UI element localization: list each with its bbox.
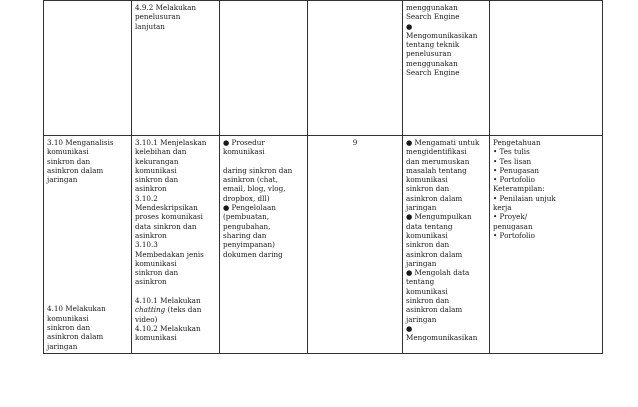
- activity-line: Search Engine: [406, 68, 460, 78]
- kd-line: jaringan: [47, 175, 78, 185]
- material-line: dokumen daring: [223, 249, 283, 259]
- activity-line: ●: [406, 323, 413, 333]
- assessment-line: • Portofolio: [493, 175, 535, 185]
- assessment-line: penugasan: [493, 221, 533, 231]
- material-line: komunikasi: [223, 147, 265, 157]
- indicator-line: komunikasi: [135, 333, 177, 343]
- activity-line: ● Mengolah data: [406, 268, 470, 278]
- activity-line: data tentang: [406, 221, 453, 231]
- indicator-line: lanjutan: [135, 21, 165, 31]
- indicator-line: kekurangan: [135, 156, 179, 166]
- kd-line: jaringan: [47, 341, 78, 351]
- indicator-line: video): [135, 314, 158, 324]
- indicator-line: sinkron dan: [135, 268, 179, 278]
- material-line: daring sinkron dan: [223, 165, 293, 175]
- indicator-text: (teks dan: [165, 305, 202, 315]
- kd-line: sinkron dan: [47, 323, 91, 333]
- material-line: ● Prosedur: [223, 138, 265, 147]
- activity-cell: [403, 1, 490, 136]
- activity-line: asinkron dalam: [406, 249, 463, 259]
- assessment-line: • Penilaian unjuk: [493, 193, 556, 203]
- time-cell: [308, 136, 403, 354]
- assessment-cell: [490, 1, 603, 136]
- material-line: dropbox, dll): [223, 193, 270, 203]
- activity-line: ●: [406, 21, 413, 31]
- activity-line: jaringan: [406, 203, 437, 213]
- indicator-line: komunikasi: [135, 258, 177, 268]
- indicator-line: asinkron: [135, 277, 167, 287]
- indicator-line: asinkron: [135, 230, 167, 240]
- material-line: email, blog, vlog,: [223, 184, 286, 194]
- activity-line: dan merumuskan: [406, 156, 470, 166]
- assessment-line: • Proyek/: [493, 212, 528, 222]
- assessment-line: • Tes lisan: [493, 156, 532, 166]
- kd-line: komunikasi: [47, 147, 89, 157]
- material-line: (pembuatan,: [223, 212, 270, 222]
- activity-line: komunikasi: [406, 175, 448, 185]
- indicator-line: kelebihan dan: [135, 147, 187, 157]
- activity-line: Mengomunikasikan: [406, 30, 478, 40]
- syllabus-table: [43, 0, 603, 354]
- kd-cell: [44, 136, 132, 354]
- chatting-italic: chatting: [135, 305, 166, 315]
- activity-cell: [403, 136, 490, 354]
- kd-cell: [44, 1, 132, 136]
- kd-line: asinkron dalam: [47, 332, 104, 342]
- indicator-cell: [132, 136, 220, 354]
- activity-line: Mengomunikasikan: [406, 333, 478, 343]
- indicator-line: 4.10.2 Melakukan: [135, 323, 201, 333]
- assessment-line: • Tes tulis: [493, 147, 530, 157]
- indicator-line: data sinkron dan: [135, 221, 197, 231]
- spacer: [47, 184, 128, 304]
- indicator-line: 4.9.2 Melakukan: [135, 3, 197, 12]
- spacer: [223, 157, 304, 166]
- activity-line: menggunakan: [406, 58, 458, 68]
- kd-line: asinkron dalam: [47, 165, 104, 175]
- indicator-line: 4.10.1 Melakukan: [135, 296, 201, 306]
- material-line: sharing dan: [223, 230, 267, 240]
- assessment-line: kerja: [493, 203, 512, 213]
- activity-line: sinkron dan: [406, 240, 450, 250]
- kd-line: 3.10 Menganalisis: [47, 138, 114, 147]
- activity-line: mengidentifikasi: [406, 147, 467, 157]
- indicator-line: 3.10.3: [135, 240, 158, 250]
- assessment-line: Pengetahuan: [493, 138, 541, 147]
- material-line: ● Pengelolaan: [223, 203, 276, 213]
- activity-line: sinkron dan: [406, 184, 450, 194]
- activity-line: komunikasi: [406, 230, 448, 240]
- assessment-cell: [490, 136, 603, 354]
- indicator-line: Mendeskripsikan: [135, 203, 198, 213]
- activity-line: penelusuran: [406, 49, 452, 59]
- assessment-line: • Penugasan: [493, 165, 540, 175]
- indicator-line: [135, 305, 216, 314]
- material-cell: [220, 136, 308, 354]
- activity-line: komunikasi: [406, 286, 448, 296]
- indicator-line: 3.10.2: [135, 193, 158, 203]
- assessment-line: • Portofolio: [493, 230, 535, 240]
- indicator-cell: [132, 1, 220, 136]
- activity-line: jaringan: [406, 314, 437, 324]
- indicator-line: penelusuran: [135, 12, 181, 22]
- time-cell: [308, 1, 403, 136]
- table-row: [44, 1, 603, 136]
- activity-line: masalah tentang: [406, 165, 467, 175]
- activity-line: menggunakan: [406, 3, 458, 12]
- activity-line: ● Mengumpulkan: [406, 212, 472, 222]
- activity-line: Search Engine: [406, 12, 460, 22]
- indicator-line: asinkron: [135, 184, 167, 194]
- activity-line: tentang: [406, 277, 435, 287]
- activity-line: asinkron dalam: [406, 193, 463, 203]
- indicator-line: 3.10.1 Menjelaskan: [135, 138, 207, 147]
- spacer: [135, 287, 216, 296]
- activity-line: jaringan: [406, 258, 437, 268]
- activity-line: sinkron dan: [406, 296, 450, 306]
- kd-line: komunikasi: [47, 313, 89, 323]
- indicator-line: proses komunikasi: [135, 212, 203, 222]
- assessment-line: Keterampilan:: [493, 184, 545, 194]
- kd-line: 4.10 Melakukan: [47, 304, 106, 314]
- material-line: pengubahan,: [223, 221, 271, 231]
- kd-line: sinkron dan: [47, 156, 91, 166]
- time-value: 9: [352, 138, 358, 147]
- indicator-line: Membedakan jenis: [135, 249, 204, 259]
- table-row: [44, 136, 603, 354]
- indicator-line: komunikasi: [135, 165, 177, 175]
- activity-line: asinkron dalam: [406, 305, 463, 315]
- material-cell: [220, 1, 308, 136]
- material-line: penyimpanan): [223, 240, 275, 250]
- indicator-line: sinkron dan: [135, 175, 179, 185]
- material-line: asinkron (chat,: [223, 175, 278, 185]
- activity-line: ● Mengamati untuk: [406, 138, 480, 147]
- activity-line: tentang teknik: [406, 40, 460, 50]
